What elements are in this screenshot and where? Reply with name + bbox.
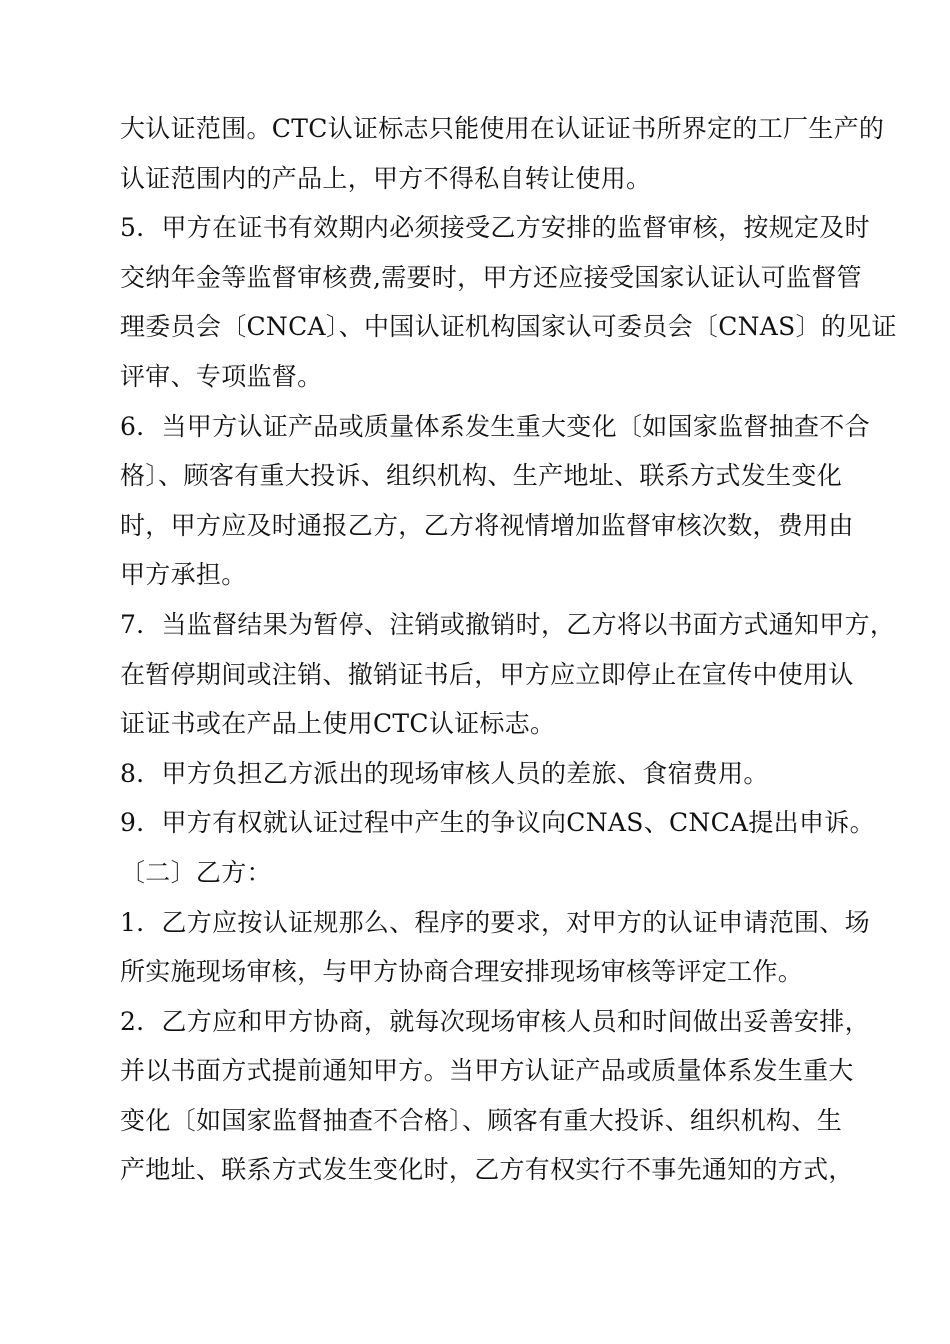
text-line: 格〕、顾客有重大投诉、组织机构、生产地址、联系方式发生变化 — [120, 461, 842, 491]
text-line: 6．当甲方认证产品或质量体系发生重大变化〔如国家监督抽查不合 — [120, 411, 870, 441]
text-line: 9．甲方有权就认证过程中产生的争议向CNAS、CNCA提出申诉。 — [120, 808, 875, 838]
text-line: 在暂停期间或注销、撤销证书后，甲方应立即停止在宣传中使用认 — [120, 659, 854, 689]
text-line: 1．乙方应按认证规那么、程序的要求，对甲方的认证申请范围、场 — [120, 907, 870, 937]
text-line: 评审、专项监督。 — [120, 361, 323, 391]
text-line: 证证书或在产品上使用CTC认证标志。 — [120, 709, 556, 739]
text-line: 产地址、联系方式发生变化时，乙方有权实行不事先通知的方式， — [120, 1155, 854, 1185]
section-heading: 〔二〕乙方： — [120, 857, 272, 887]
text-line: 理委员会〔CNCA〕、中国认证机构国家认可委员会〔CNAS〕的见证 — [120, 312, 897, 342]
text-line: 5．甲方在证书有效期内必须接受乙方安排的监督审核，按规定及时 — [120, 213, 870, 243]
text-line: 认证范围内的产品上，甲方不得私自转让使用。 — [120, 163, 652, 193]
text-line: 时，甲方应及时通报乙方，乙方将视情增加监督审核次数，费用由 — [120, 510, 854, 540]
text-line: 变化〔如国家监督抽查不合格〕、顾客有重大投诉、组织机构、生 — [120, 1105, 842, 1135]
text-line: 并以书面方式提前通知甲方。当甲方认证产品或质量体系发生重大 — [120, 1056, 854, 1086]
text-line: 交纳年金等监督审核费,需要时，甲方还应接受国家认证认可监督管 — [120, 262, 862, 292]
text-line: 2．乙方应和甲方协商，就每次现场审核人员和时间做出妥善安排， — [120, 1006, 870, 1036]
text-line: 甲方承担。 — [120, 560, 247, 590]
document-body — [120, 104, 897, 1195]
text-line: 所实施现场审核，与甲方协商合理安排现场审核等评定工作。 — [120, 957, 804, 987]
text-line: 8．甲方负担乙方派出的现场审核人员的差旅、食宿费用。 — [120, 758, 769, 788]
text-line: 大认证范围。CTC认证标志只能使用在认证证书所界定的工厂生产的 — [120, 114, 885, 143]
text-line: 7．当监督结果为暂停、注销或撤销时，乙方将以书面方式通知甲方， — [120, 609, 896, 639]
